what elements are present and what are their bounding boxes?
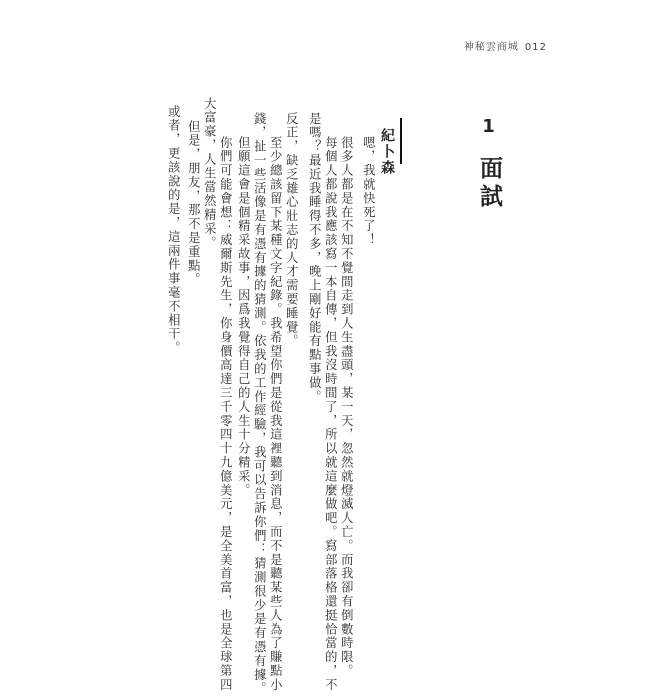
body-line: 你們可能會想：威爾斯先生，你身價高達三千零四十九億美元，是全美首富，也是全球第四	[218, 136, 233, 692]
chapter-title: 面試	[476, 156, 502, 212]
body-line: 或者，更該說的是，這兩件事毫不相干。	[166, 105, 181, 356]
chapter-number: 1	[478, 116, 499, 137]
body-line: 但願這會是個精采故事，因爲我覺得自己的人生十分精采。	[236, 136, 251, 498]
body-line: 錢，扯一些活像是有憑有據的猜測。依我的工作經驗，我可以告訴你們：猜測很少是有憑有據。	[252, 112, 267, 696]
body-line: 至少總該留下某種文字紀錄。我希望你們是從我這裡聽到消息，而不是聽某些人為了賺點小	[268, 136, 283, 692]
body-line: 反正，缺乏雄心壯志的人才需要睡覺。	[284, 112, 299, 349]
running-header	[464, 38, 547, 53]
speaker-heading: 紀卜森	[379, 128, 395, 176]
body-line: 是嗎？最近我睡得不多，晚上剛好能有點事做。	[307, 112, 322, 404]
page-number: 012	[524, 42, 547, 53]
body-line: 嗯，我就快死了！	[361, 136, 376, 248]
body-line: 很多人都是在不知不覺間走到人生盡頭，某一天，忽然就燈滅人亡。而我卻有倒數時限。	[339, 136, 354, 679]
body-line: 每個人都說我應該寫一本自傳，但我沒時間了，所以就這麼做吧。寫部落格還挺恰當的，不	[323, 136, 338, 692]
speaker-rule	[400, 118, 402, 164]
book-title: 神秘雲商城	[463, 42, 519, 53]
body-line: 大富豪，人生當然精采。	[202, 97, 217, 250]
body-line: 但是，朋友，那不是重點。	[186, 120, 201, 287]
